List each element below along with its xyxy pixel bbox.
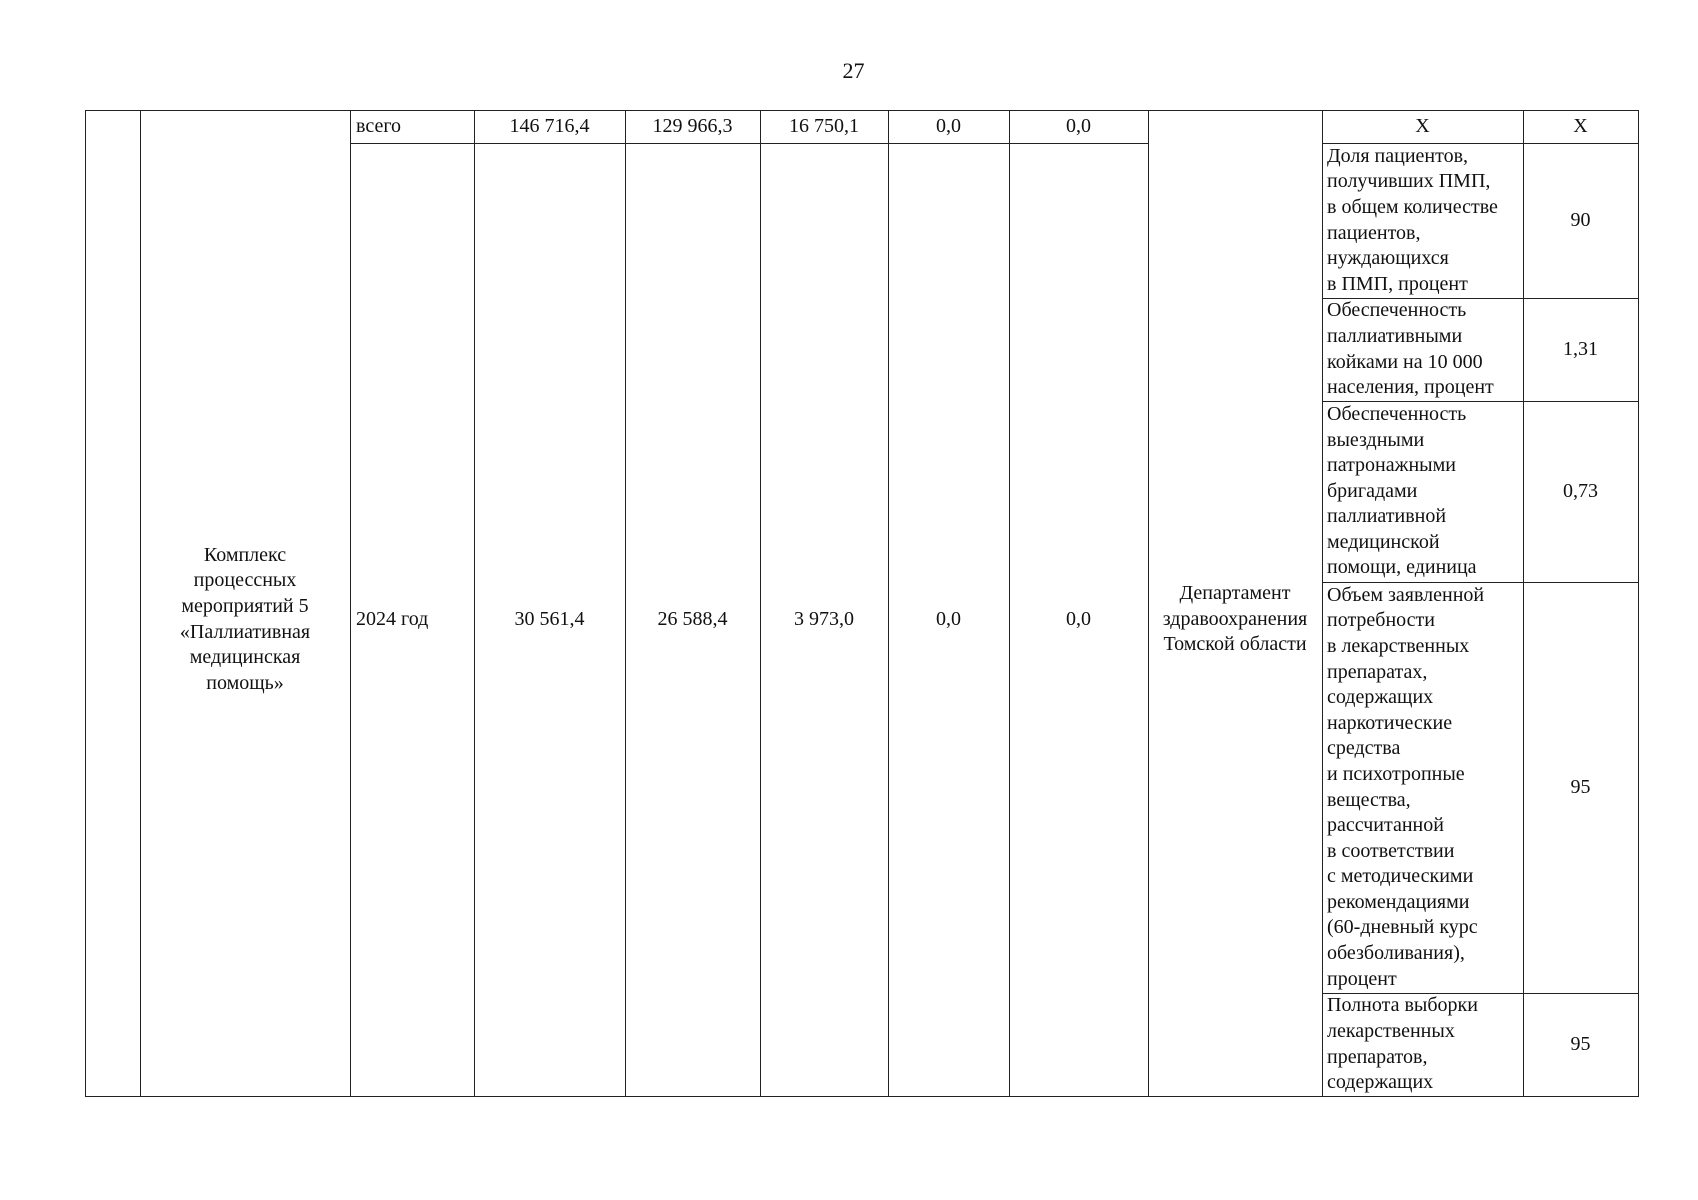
indicator-value: 90 [1570,208,1591,231]
indicator-value: 1,31 [1563,337,1598,360]
budget-table [85,110,1638,1096]
regional-amount-cell: 16 750,1 [789,114,859,137]
period-cell-2024: 2024 год [356,607,429,630]
indicator-name: Обеспеченность выездными патронажными бригадами паллиативной медицинской помощи, единица [1327,402,1477,579]
total-amount-cell: 30 561,4 [514,607,585,630]
table-line [85,1096,1639,1097]
complex-name-cell: Комплекс процессных мероприятий 5 «Паллиативная медицинская помощь» [179,543,311,694]
other-amount-cell: 0,0 [1066,114,1091,137]
indicator-name: Объем заявленной потребности в лекарственных препаратах, содержащих наркотические средства и психотропные вещества, рассчитанной в соответствии с методическими рекомендациями (60-дневный курс обезболивания), процент [1327,583,1485,990]
indicator-name: Полнота выборки лекарственных препаратов, содержащих [1327,994,1478,1094]
indicator-value: 95 [1570,775,1591,798]
table-line [85,110,86,1096]
indicator-value: 0,73 [1563,479,1598,502]
total-amount-cell: 146 716,4 [509,114,590,137]
indicator-name: Обеспеченность паллиативными койками на 10 000 населения, процент [1327,299,1494,399]
indicator-name: Доля пациентов, получивших ПМП, в общем количестве пациентов, нуждающихся в ПМП, процент [1327,144,1498,295]
local-amount-cell: 0,0 [936,114,961,137]
indicator-name-header: Х [1415,114,1430,137]
indicator-value: 95 [1570,1032,1591,1055]
federal-amount-cell: 26 588,4 [657,607,728,630]
federal-amount-cell: 129 966,3 [652,114,733,137]
regional-amount-cell: 3 973,0 [794,607,854,630]
indicator-value-header: Х [1573,114,1588,137]
other-amount-cell: 0,0 [1066,607,1091,630]
page-number: 27 [842,58,865,83]
department-cell: Департамент здравоохранения Томской области [1162,582,1308,656]
period-cell-total: всего [356,114,402,137]
table-line [1638,110,1639,1096]
local-amount-cell: 0,0 [936,607,961,630]
